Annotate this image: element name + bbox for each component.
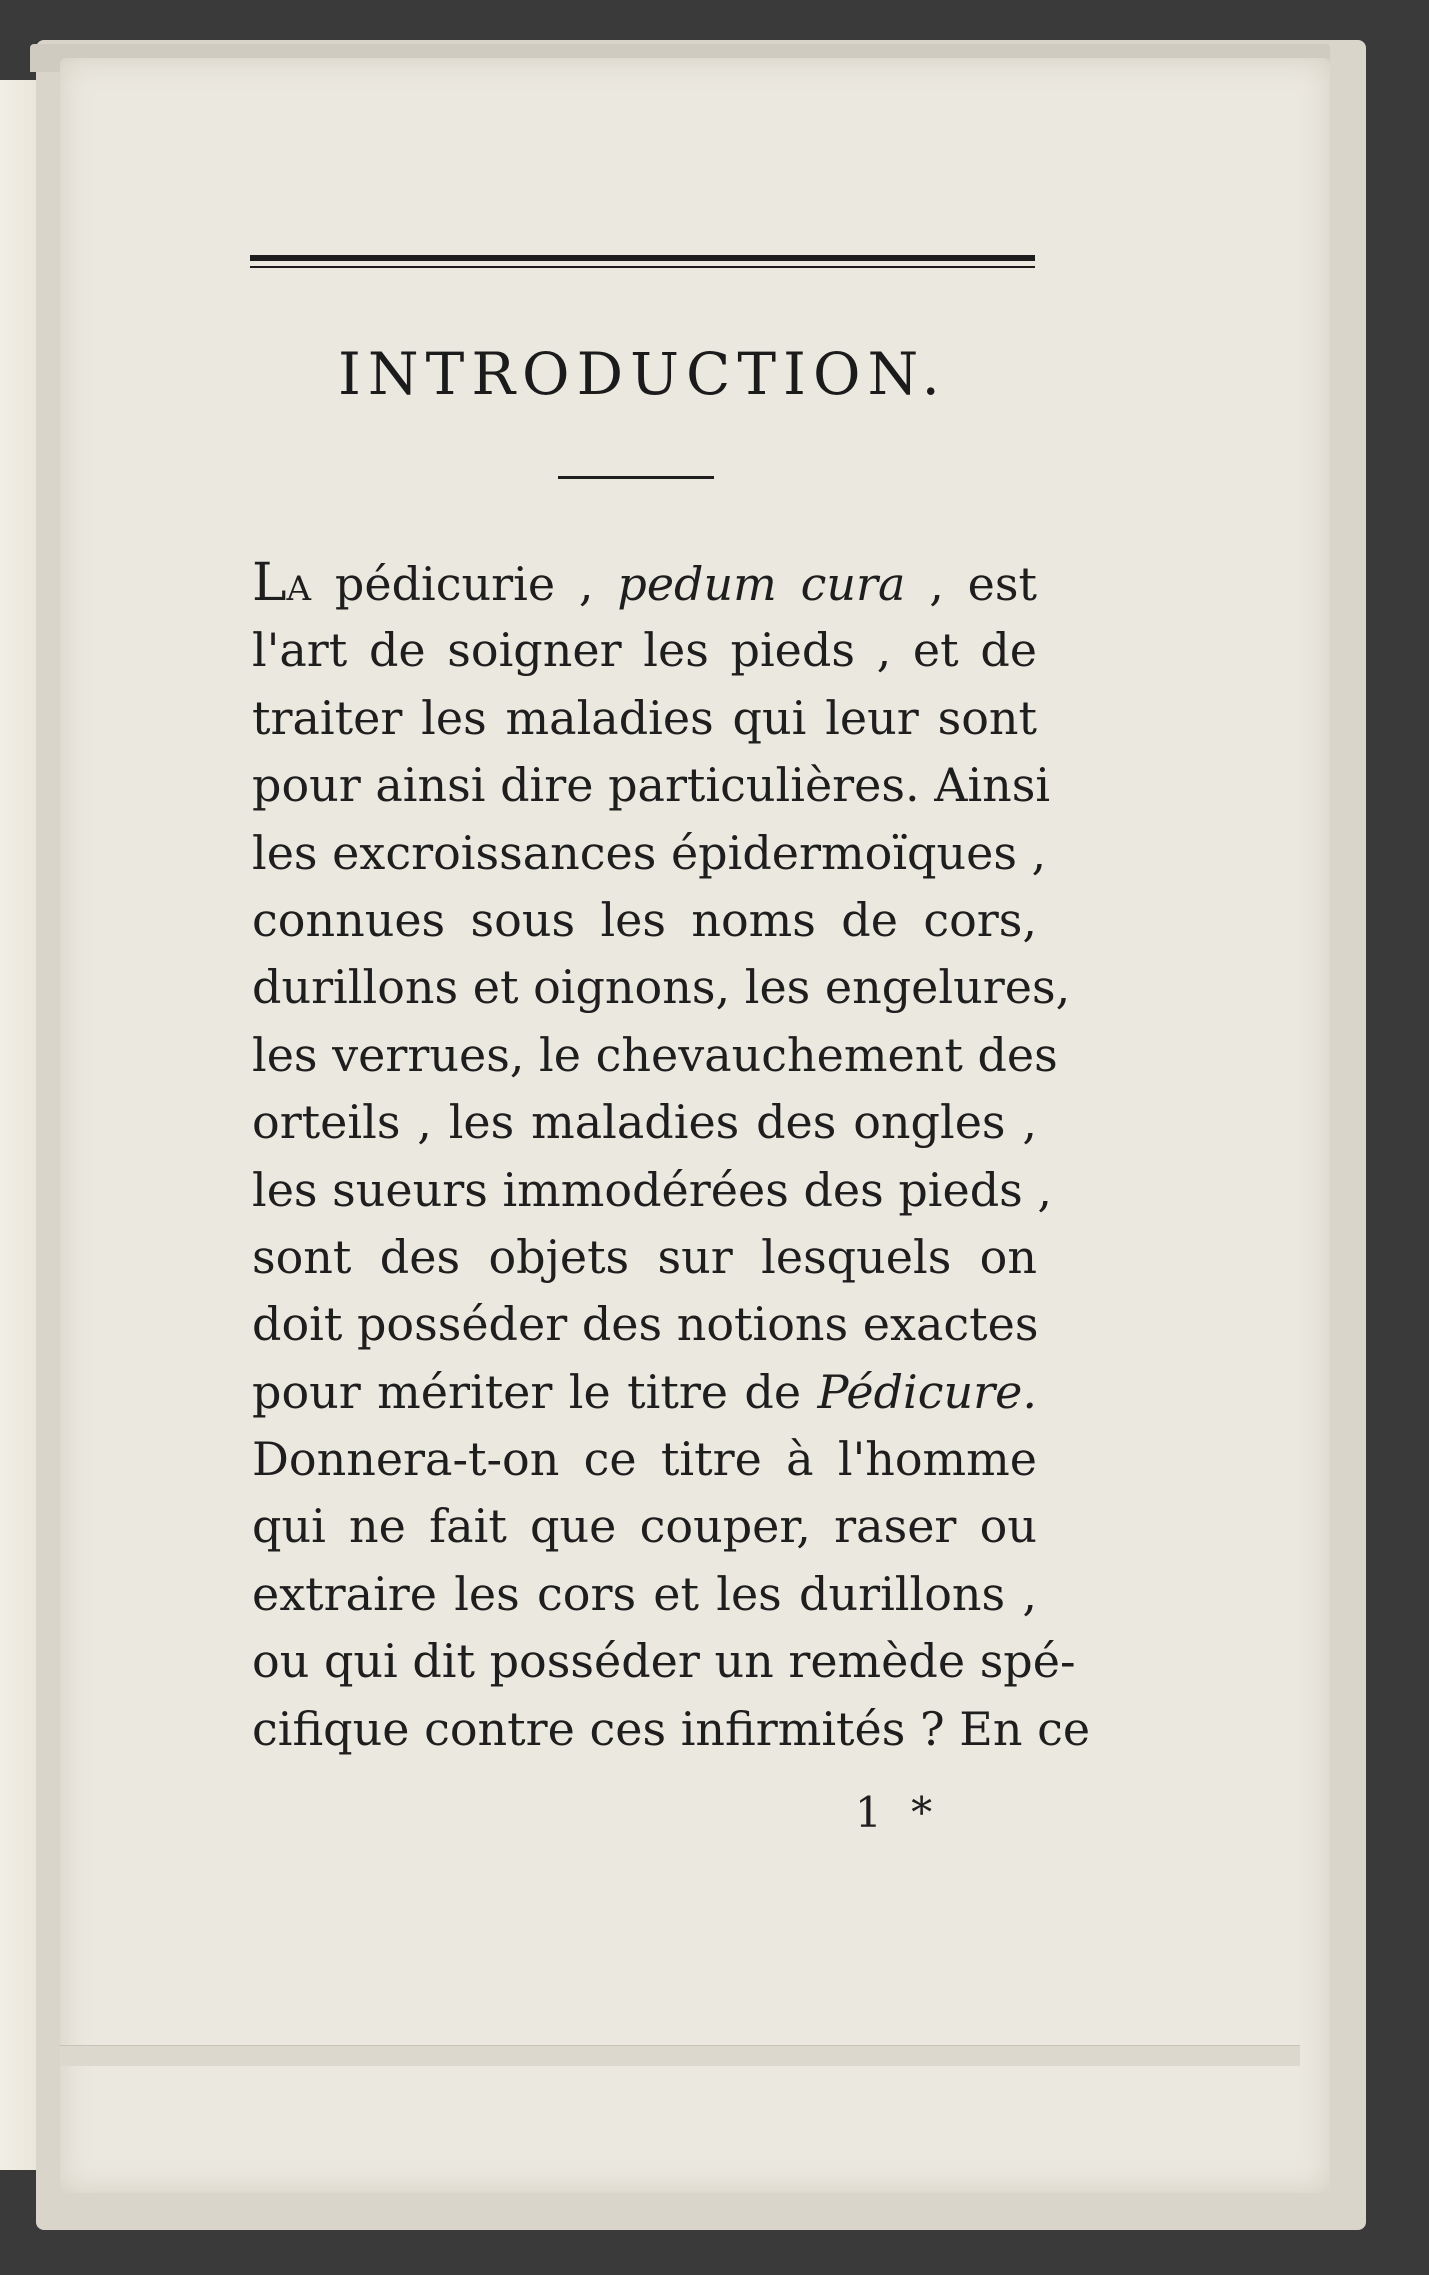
text-line-14: Donnera-t-on ce titre à l'homme bbox=[252, 1432, 1037, 1487]
text-line-2: l'art de soigner les pieds , et de bbox=[252, 623, 1037, 678]
smallcap: A bbox=[286, 569, 312, 609]
line-13-text: pour mériter le titre de bbox=[252, 1364, 818, 1419]
text-line-9: orteils , les maladies des ongles , bbox=[252, 1095, 1037, 1150]
body-text bbox=[252, 550, 1091, 1763]
text-line-6: connues sous les noms de cors, bbox=[252, 892, 1037, 947]
header-double-rule bbox=[250, 255, 1035, 271]
chapter-title: INTRODUCTION. bbox=[338, 340, 947, 408]
text-line-8: les verrues, le chevauchement des bbox=[252, 1027, 1058, 1082]
text-line-18: cifique contre ces infirmités ? En ce bbox=[252, 1701, 1091, 1756]
pedicure-term: Pédicure. bbox=[817, 1364, 1037, 1419]
text-line-5: les excroissances épidermoïques , bbox=[252, 825, 1047, 880]
text-line-7: durillons et oignons, les engelures, bbox=[252, 960, 1071, 1015]
text-line-10: les sueurs immodérées des pieds , bbox=[252, 1162, 1053, 1217]
header-rule-thin bbox=[250, 266, 1035, 268]
text-line-12: doit posséder des notions exactes bbox=[252, 1297, 1039, 1352]
text-line-11: sont des objets sur lesquels on bbox=[252, 1229, 1037, 1284]
latin-term: pedum cura bbox=[617, 557, 906, 611]
text-line-13 bbox=[252, 1359, 1037, 1426]
text-line-15: qui ne fait que couper, raser ou bbox=[252, 1499, 1037, 1554]
signature-mark: 1 * bbox=[855, 1788, 941, 1837]
text-line-4: pour ainsi dire particulières. Ainsi bbox=[252, 758, 1051, 813]
line-1-part-a: pédicurie , bbox=[311, 557, 618, 611]
dropcap: L bbox=[252, 553, 287, 613]
text-line-16: extraire les cors et les durillons , bbox=[252, 1566, 1037, 1621]
title-underline-rule bbox=[558, 476, 714, 479]
text-line-1 bbox=[252, 550, 1037, 617]
text-line-17: ou qui dit posséder un remède spé- bbox=[252, 1634, 1076, 1689]
header-rule-thick bbox=[250, 255, 1035, 261]
text-line-3: traiter les maladies qui leur sont bbox=[252, 690, 1037, 745]
page-bottom-edge bbox=[60, 2045, 1300, 2066]
line-1-part-b: , est bbox=[905, 557, 1037, 611]
